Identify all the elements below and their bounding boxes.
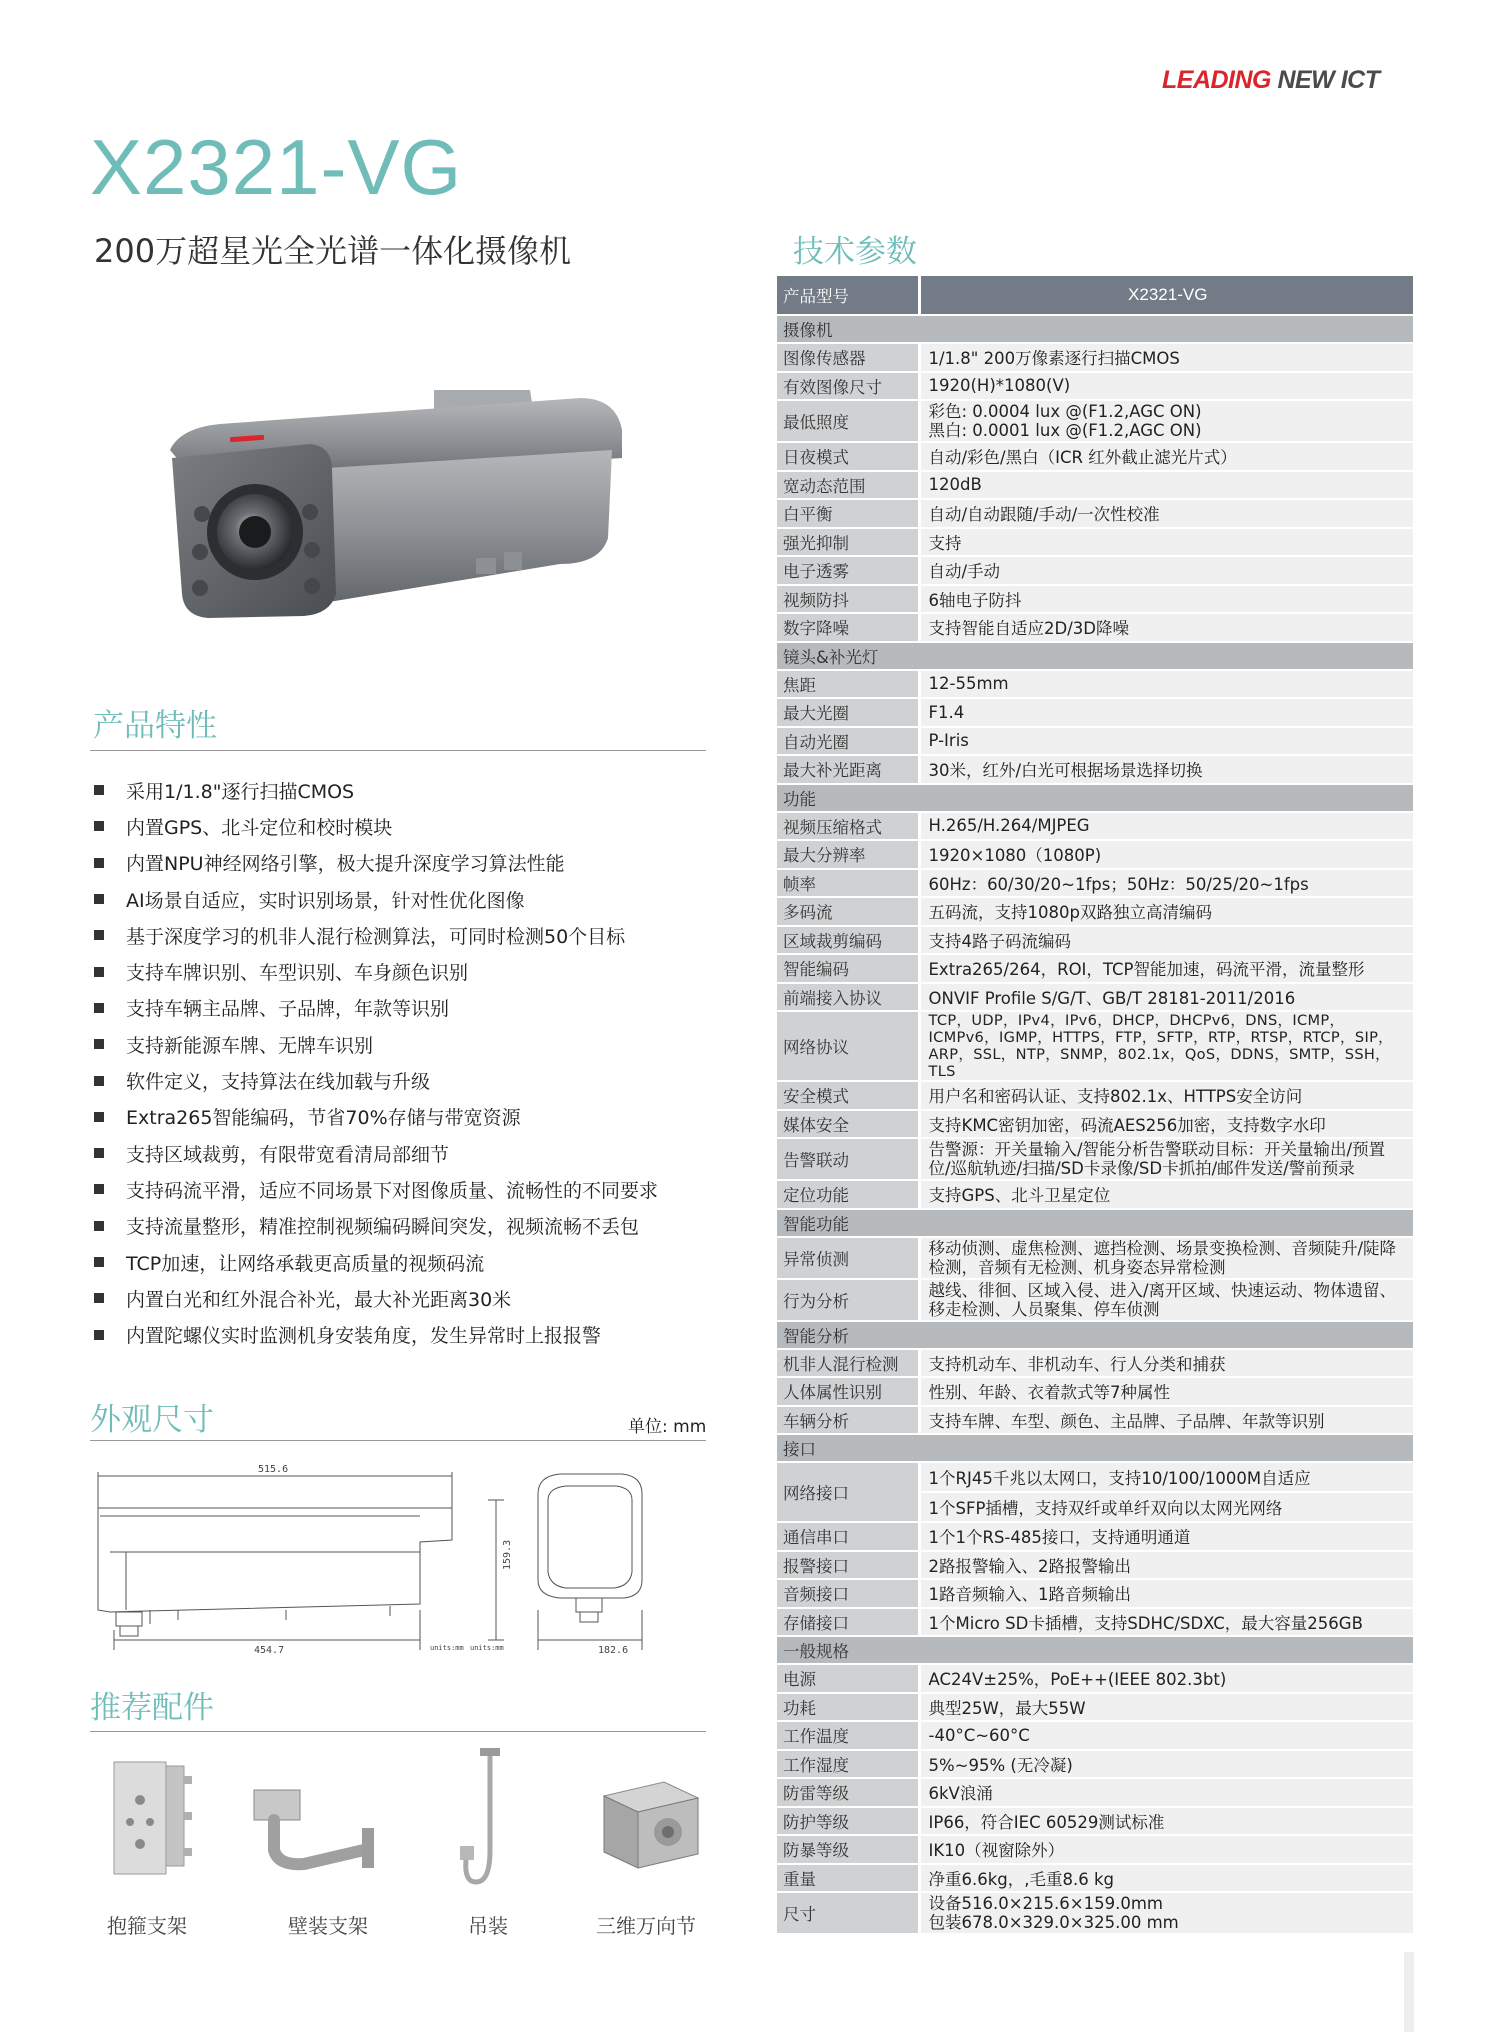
brand-logo	[1162, 66, 1380, 95]
feature-item: 支持新能源车牌、无牌车识别	[94, 1026, 714, 1062]
spec-row	[777, 926, 1413, 955]
spec-row	[777, 670, 1413, 699]
logo-part-leading: LEADING	[1162, 66, 1271, 94]
spec-value: 支持机动车、非机动车、行人分类和捕获	[919, 1349, 1413, 1378]
spec-row	[777, 400, 1413, 442]
spec-row	[777, 1579, 1413, 1608]
spec-row	[777, 1081, 1413, 1110]
spec-label: 数字降噪	[777, 613, 919, 642]
spec-value: 典型25W，最大55W	[919, 1693, 1413, 1722]
spec-label: 电源	[777, 1664, 919, 1693]
bullet-square-icon	[94, 1257, 104, 1267]
bullet-square-icon	[94, 785, 104, 795]
spec-category: 功能	[777, 784, 1413, 812]
spec-value: 自动/彩色/黑白（ICR 红外截止滤光片式）	[919, 442, 1413, 471]
bullet-square-icon	[94, 930, 104, 940]
bullet-square-icon	[94, 1076, 104, 1086]
spec-value: IP66，符合IEC 60529测试标准	[919, 1807, 1413, 1836]
dimensions-divider	[90, 1440, 706, 1441]
spec-value: 支持4路子码流编码	[919, 926, 1413, 955]
product-subtitle: 200万超星光全光谱一体化摄像机	[94, 232, 572, 270]
spec-value	[919, 1892, 1413, 1934]
bullet-square-icon	[94, 821, 104, 831]
spec-row	[777, 1864, 1413, 1893]
spec-value: 30米，红外/白光可根据场景选择切换	[919, 755, 1413, 784]
spec-label: 白平衡	[777, 499, 919, 528]
bullet-square-icon	[94, 1293, 104, 1303]
spec-category-row	[777, 1636, 1413, 1664]
spec-label: 帧率	[777, 869, 919, 898]
spec-row	[777, 869, 1413, 898]
spec-row	[777, 1237, 1413, 1279]
spec-value-line: 包装678.0×329.0×325.00 mm	[928, 1913, 1179, 1932]
bullet-square-icon	[94, 858, 104, 868]
spec-row	[777, 1522, 1413, 1551]
spec-value: ONVIF Profile S/G/T、GB/T 28181-2011/2016	[919, 983, 1413, 1012]
feature-item: 软件定义，支持算法在线加载与升级	[94, 1062, 714, 1098]
accessories-divider	[90, 1731, 706, 1732]
spec-label: 行为分析	[777, 1279, 919, 1321]
spec-label: 最大补光距离	[777, 755, 919, 784]
logo-part-newict: NEW ICT	[1277, 66, 1380, 94]
spec-label: 车辆分析	[777, 1406, 919, 1435]
pole-mount-image	[100, 1756, 200, 1882]
spec-row	[777, 585, 1413, 614]
spec-row	[777, 1693, 1413, 1722]
spec-row	[777, 1011, 1413, 1081]
spec-value: 12-55mm	[919, 670, 1413, 699]
spec-value: 60Hz：60/30/20~1fps；50Hz：50/25/20~1fps	[919, 869, 1413, 898]
spec-row	[777, 1835, 1413, 1864]
dimension-drawing	[90, 1460, 690, 1660]
spec-category-row	[777, 315, 1413, 343]
bullet-square-icon	[94, 1148, 104, 1158]
feature-item: 支持码流平滑，适应不同场景下对图像质量、流畅性的不同要求	[94, 1171, 714, 1207]
feature-item: TCP加速，让网络承载更高质量的视频码流	[94, 1244, 714, 1280]
spec-row	[777, 1892, 1413, 1934]
spec-value: 5%~95% (无冷凝)	[919, 1750, 1413, 1779]
spec-label: 定位功能	[777, 1180, 919, 1209]
spec-value: F1.4	[919, 698, 1413, 727]
spec-value-line: 1个RJ45千兆以太网口，支持10/100/1000M自适应	[921, 1463, 1414, 1493]
spec-label: 电子透雾	[777, 556, 919, 585]
spec-label: 网络协议	[777, 1011, 919, 1081]
dimensions-unit-label: 单位: mm	[628, 1417, 707, 1437]
spec-category-row	[777, 1434, 1413, 1462]
spec-value: 6kV浪涌	[919, 1778, 1413, 1807]
bullet-square-icon	[94, 1112, 104, 1122]
spec-value-line: 设备516.0×215.6×159.0mm	[928, 1894, 1164, 1913]
feature-item: 支持区域裁剪，有限带宽看清局部细节	[94, 1135, 714, 1171]
feature-item: 内置陀螺仪实时监测机身安装角度，发生异常时上报报警	[94, 1316, 714, 1352]
spec-value: 1920×1080（1080P)	[919, 840, 1413, 869]
spec-category-row	[777, 642, 1413, 670]
spec-label: 自动光圈	[777, 727, 919, 756]
feature-item: 采用1/1.8"逐行扫描CMOS	[94, 772, 714, 808]
spec-category: 智能分析	[777, 1321, 1413, 1349]
spec-value: 支持	[919, 528, 1413, 557]
bullet-square-icon	[94, 1039, 104, 1049]
spec-label: 智能编码	[777, 954, 919, 983]
bullet-square-icon	[94, 1003, 104, 1013]
spec-value: 支持GPS、北斗卫星定位	[919, 1180, 1413, 1209]
spec-value: 告警源：开关量输入/智能分析告警联动目标：开关量输出/预置位/巡航轨迹/扫描/SD卡录像/SD卡抓拍/邮件发送/警前预录	[919, 1138, 1413, 1180]
accessory-label-universal-joint: 三维万向节	[596, 1914, 696, 1938]
spec-label: 强光抑制	[777, 528, 919, 557]
pendant-mount-image	[460, 1746, 520, 1896]
spec-value-line: 1个SFP插槽，支持双纤或单纤双向以太网光网络	[928, 1499, 1283, 1518]
spec-value: 支持智能自适应2D/3D降噪	[919, 613, 1413, 642]
spec-row	[777, 727, 1413, 756]
spec-label: 防护等级	[777, 1807, 919, 1836]
spec-label: 报警接口	[777, 1551, 919, 1580]
dim-front-width-label: 182.6	[598, 1645, 629, 1656]
spec-value: 性别、年龄、衣着款式等7种属性	[919, 1377, 1413, 1406]
spec-value: 120dB	[919, 471, 1413, 500]
spec-value: 自动/自动跟随/手动/一次性校准	[919, 499, 1413, 528]
spec-row	[777, 499, 1413, 528]
spec-row	[777, 812, 1413, 841]
spec-label: 机非人混行检测	[777, 1349, 919, 1378]
spec-row	[777, 1551, 1413, 1580]
spec-row	[777, 1462, 1413, 1522]
spec-label: 防雷等级	[777, 1778, 919, 1807]
spec-category-row	[777, 1209, 1413, 1237]
spec-row	[777, 1138, 1413, 1180]
spec-value: H.265/H.264/MJPEG	[919, 812, 1413, 841]
spec-value: 1个1个RS-485接口，支持通明通道	[919, 1522, 1413, 1551]
spec-label: 异常侦测	[777, 1237, 919, 1279]
bullet-square-icon	[94, 1221, 104, 1231]
spec-row	[777, 613, 1413, 642]
universal-joint-image	[594, 1776, 704, 1876]
spec-value: 2路报警输入、2路报警输出	[919, 1551, 1413, 1580]
accessory-label-pole-mount: 抱箍支架	[107, 1914, 187, 1938]
spec-value: 越线、徘徊、区域入侵、进入/离开区域、快速运动、物体遗留、移走检测、人员聚集、停车侦测	[919, 1279, 1413, 1321]
spec-value: 支持KMC密钥加密，码流AES256加密，支持数字水印	[919, 1110, 1413, 1139]
spec-label: 产品型号	[777, 276, 919, 315]
spec-label: 功耗	[777, 1693, 919, 1722]
spec-row	[777, 1608, 1413, 1637]
spec-category: 接口	[777, 1434, 1413, 1462]
spec-row	[777, 698, 1413, 727]
spec-label: 存储接口	[777, 1608, 919, 1637]
spec-label: 最大光圈	[777, 698, 919, 727]
spec-value: 1个Micro SD卡插槽，支持SDHC/SDXC，最大容量256GB	[919, 1608, 1413, 1637]
spec-label: 告警联动	[777, 1138, 919, 1180]
feature-item: 支持流量整形，精准控制视频编码瞬间突发，视频流畅不丢包	[94, 1208, 714, 1244]
product-model-title: X2321-VG	[90, 123, 463, 211]
spec-row	[777, 1807, 1413, 1836]
accessory-label-pendant: 吊装	[468, 1914, 508, 1938]
spec-label: 前端接入协议	[777, 983, 919, 1012]
spec-label: 焦距	[777, 670, 919, 699]
spec-value: -40°C~60°C	[919, 1721, 1413, 1750]
feature-item: 支持车辆主品牌、子品牌，年款等识别	[94, 990, 714, 1026]
spec-label: 防暴等级	[777, 1835, 919, 1864]
spec-row	[777, 897, 1413, 926]
spec-label: 视频压缩格式	[777, 812, 919, 841]
spec-row	[777, 840, 1413, 869]
wall-mount-image	[244, 1780, 384, 1880]
dim-bottom-length-label: 454.7	[254, 1645, 285, 1656]
spec-value: 用户名和密码认证、支持802.1x、HTTPS安全访问	[919, 1081, 1413, 1110]
spec-value: 支持车牌、车型、颜色、主品牌、子品牌、年款等识别	[919, 1406, 1413, 1435]
spec-row	[777, 1180, 1413, 1209]
camera-product-image	[160, 380, 640, 640]
spec-category-row	[777, 784, 1413, 812]
spec-label: 工作湿度	[777, 1750, 919, 1779]
features-divider	[90, 750, 706, 751]
spec-value: AC24V±25%，PoE++(IEEE 802.3bt)	[919, 1664, 1413, 1693]
feature-item: Extra265智能编码，节省70%存储与带宽资源	[94, 1099, 714, 1135]
spec-value: 自动/手动	[919, 556, 1413, 585]
spec-category-row	[777, 1321, 1413, 1349]
spec-value: P-Iris	[919, 727, 1413, 756]
spec-label: 日夜模式	[777, 442, 919, 471]
feature-item: 内置NPU神经网络引擎，极大提升深度学习算法性能	[94, 845, 714, 881]
spec-label: 宽动态范围	[777, 471, 919, 500]
accessories-section-title: 推荐配件	[90, 1690, 214, 1726]
spec-row	[777, 1377, 1413, 1406]
spec-row	[777, 372, 1413, 401]
spec-value-line: 彩色: 0.0004 lux @(F1.2,AGC ON)	[928, 402, 1202, 421]
spec-category: 一般规格	[777, 1636, 1413, 1664]
spec-row	[777, 1406, 1413, 1435]
dimensions-section-title: 外观尺寸	[90, 1402, 214, 1438]
feature-item: 支持车牌识别、车型识别、车身颜色识别	[94, 953, 714, 989]
spec-value: 移动侦测、虚焦检测、遮挡检测、场景变换检测、音频陡升/陡降检测，音频有无检测、机身姿态异常检测	[919, 1237, 1413, 1279]
spec-value: 1920(H)*1080(V)	[919, 372, 1413, 401]
dim-height-label: 159.3	[502, 1539, 513, 1570]
spec-label: 有效图像尺寸	[777, 372, 919, 401]
spec-value: 五码流，支持1080p双路独立高清编码	[919, 897, 1413, 926]
spec-row	[777, 755, 1413, 784]
spec-value: TCP，UDP，IPv4，IPv6，DHCP，DHCPv6，DNS，ICMP，ICMPv6，IGMP，HTTPS，FTP，SFTP，RTP，RTSP，RTCP，SIP，ARP，SSL，NTP，SNMP，802.1x，QoS，DDNS，SMTP，SSH，TLS	[919, 1011, 1413, 1081]
accessory-label-wall-mount: 壁装支架	[288, 1914, 368, 1938]
spec-label: 最大分辨率	[777, 840, 919, 869]
dim-length-label: 515.6	[258, 1464, 289, 1475]
spec-row	[777, 1110, 1413, 1139]
spec-value	[919, 400, 1413, 442]
spec-row	[777, 343, 1413, 372]
spec-table	[777, 276, 1413, 1935]
spec-row	[777, 1778, 1413, 1807]
bullet-square-icon	[94, 1184, 104, 1194]
spec-table-container	[777, 276, 1413, 1935]
feature-item: 内置GPS、北斗定位和校时模块	[94, 808, 714, 844]
features-section-title: 产品特性	[93, 708, 217, 744]
spec-value: X2321-VG	[919, 276, 1413, 315]
spec-category: 镜头&补光灯	[777, 642, 1413, 670]
spec-category: 摄像机	[777, 315, 1413, 343]
spec-label: 区域裁剪编码	[777, 926, 919, 955]
spec-row	[777, 983, 1413, 1012]
feature-item: AI场景自适应，实时识别场景，针对性优化图像	[94, 881, 714, 917]
spec-value: IK10（视窗除外）	[919, 1835, 1413, 1864]
spec-row	[777, 1664, 1413, 1693]
spec-label: 通信串口	[777, 1522, 919, 1551]
spec-row	[777, 1279, 1413, 1321]
page-edge-bar	[1404, 1952, 1414, 2032]
spec-row	[777, 528, 1413, 557]
spec-value-line: 黑白: 0.0001 lux @(F1.2,AGC ON)	[928, 421, 1202, 440]
spec-value: 6轴电子防抖	[919, 585, 1413, 614]
spec-value: 净重6.6kg，,毛重8.6 kg	[919, 1864, 1413, 1893]
spec-row	[777, 954, 1413, 983]
dim-units-note: units:mm	[430, 1644, 464, 1652]
spec-label: 最低照度	[777, 400, 919, 442]
spec-row	[777, 1349, 1413, 1378]
spec-category: 智能功能	[777, 1209, 1413, 1237]
spec-label: 多码流	[777, 897, 919, 926]
spec-label: 安全模式	[777, 1081, 919, 1110]
feature-item: 内置白光和红外混合补光，最大补光距离30米	[94, 1280, 714, 1316]
bullet-square-icon	[94, 894, 104, 904]
spec-label: 音频接口	[777, 1579, 919, 1608]
spec-value: 1路音频输入、1路音频输出	[919, 1579, 1413, 1608]
feature-item: 基于深度学习的机非人混行检测算法，可同时检测50个目标	[94, 917, 714, 953]
dim-units-note-2: units:mm	[470, 1644, 504, 1652]
bullet-square-icon	[94, 967, 104, 977]
spec-header-row	[777, 276, 1413, 315]
spec-row	[777, 1721, 1413, 1750]
spec-value: Extra265/264，ROI，TCP智能加速，码流平滑，流量整形	[919, 954, 1413, 983]
features-list	[94, 772, 714, 1353]
spec-label: 媒体安全	[777, 1110, 919, 1139]
spec-value	[919, 1462, 1413, 1522]
spec-label: 重量	[777, 1864, 919, 1893]
spec-row	[777, 442, 1413, 471]
spec-value: 1/1.8" 200万像素逐行扫描CMOS	[919, 343, 1413, 372]
spec-label: 工作温度	[777, 1721, 919, 1750]
specs-section-title: 技术参数	[793, 234, 917, 270]
spec-label: 人体属性识别	[777, 1377, 919, 1406]
spec-label: 视频防抖	[777, 585, 919, 614]
spec-label: 网络接口	[777, 1462, 919, 1522]
spec-label: 图像传感器	[777, 343, 919, 372]
spec-row	[777, 556, 1413, 585]
spec-row	[777, 471, 1413, 500]
spec-row	[777, 1750, 1413, 1779]
bullet-square-icon	[94, 1330, 104, 1340]
spec-label: 尺寸	[777, 1892, 919, 1934]
